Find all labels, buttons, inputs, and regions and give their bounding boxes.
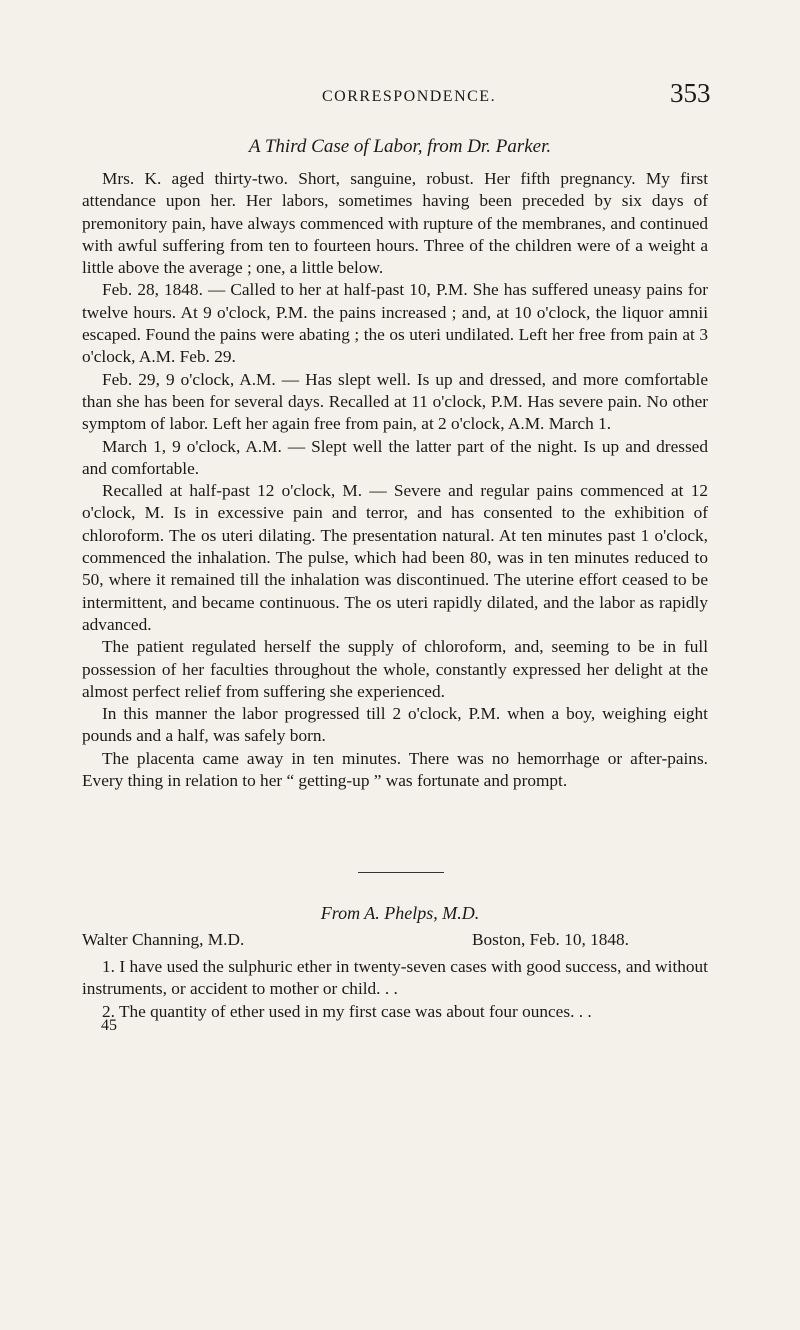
letter-paragraph: 2. The quantity of ether used in my first case was about four ounces. . .: [102, 1001, 592, 1021]
article-body: [82, 168, 708, 792]
paragraph: Feb. 28, 1848. — Called to her at half-past 10, P.M. She has suffered uneasy pains for twelve hours. At 9 o'clock, P.M. the pains increased ; and, at 10 o'clock, the liquor amnii escaped. Found the pains were abating ; the os uteri undilated. Left her free from pain at 3 o'clock, A.M. Feb. 29.: [82, 280, 708, 367]
running-head: CORRESPONDENCE.: [322, 88, 497, 105]
article-title: A Third Case of Labor, from Dr. Parker.: [248, 136, 552, 157]
paragraph: The patient regulated herself the supply of chloroform, and, seeming to be in full possession of her faculties throughout the whole, constantly expressed her delight at the almost perfect relief from suffering she experienced.: [82, 637, 708, 701]
letter-place-date: Boston, Feb. 10, 1848.: [472, 930, 629, 949]
letter-paragraph: 1. I have used the sulphuric ether in twenty-seven cases with good success, and without instruments, or accident to mother or child. . .: [82, 957, 708, 999]
paragraph: The placenta came away in ten minutes. There was no hemorrhage or after-pains. Every thing in relation to her “ getting-up ” was fortunate and prompt.: [82, 748, 708, 791]
letter-body: [82, 956, 708, 1023]
letter-addressee: Walter Channing, M.D.: [82, 930, 245, 949]
signature-mark: 45: [101, 1017, 117, 1034]
paragraph: Mrs. K. aged thirty-two. Short, sanguine, robust. Her fifth pregnancy. My first attendance upon her. Her labors, sometimes having been preceded by six days of premonitory pain, have always commenced with rupture of the membranes, and continued with awful suffering from ten to fourteen hours. Three of the children were of a weight a little above the average ; one, a little below.: [82, 169, 708, 278]
paragraph: March 1, 9 o'clock, A.M. — Slept well the latter part of the night. Is up and dressed and comfortable.: [82, 436, 708, 478]
page-number: 353: [670, 78, 711, 108]
paragraph: Recalled at half-past 12 o'clock, M. — Severe and regular pains commenced at 12 o'clock, M. Is in excessive pain and terror, and has consented to the exhibition of chloroform. The os uteri dilating. The presentation natural. At ten minutes past 1 o'clock, commenced the inhalation. The pulse, which had been 80, was in ten minutes reduced to 50, where it remained till the inhalation was discontinued. The uterine effort ceased to be intermittent, and became continuous. The os uteri rapidly dilated, and the labor as rapidly advanced.: [82, 481, 708, 634]
letter-title: From A. Phelps, M.D.: [320, 903, 480, 923]
paragraph: In this manner the labor progressed till 2 o'clock, P.M. when a boy, weighing eight pounds and a half, was safely born.: [82, 704, 708, 746]
section-divider: [358, 872, 444, 873]
paragraph: Feb. 29, 9 o'clock, A.M. — Has slept well. Is up and dressed, and more comfortable than she has been for several days. Recalled at 11 o'clock, P.M. Has severe pain. No other symptom of labor. Left her again free from pain, at 2 o'clock, A.M. March 1.: [82, 369, 708, 434]
